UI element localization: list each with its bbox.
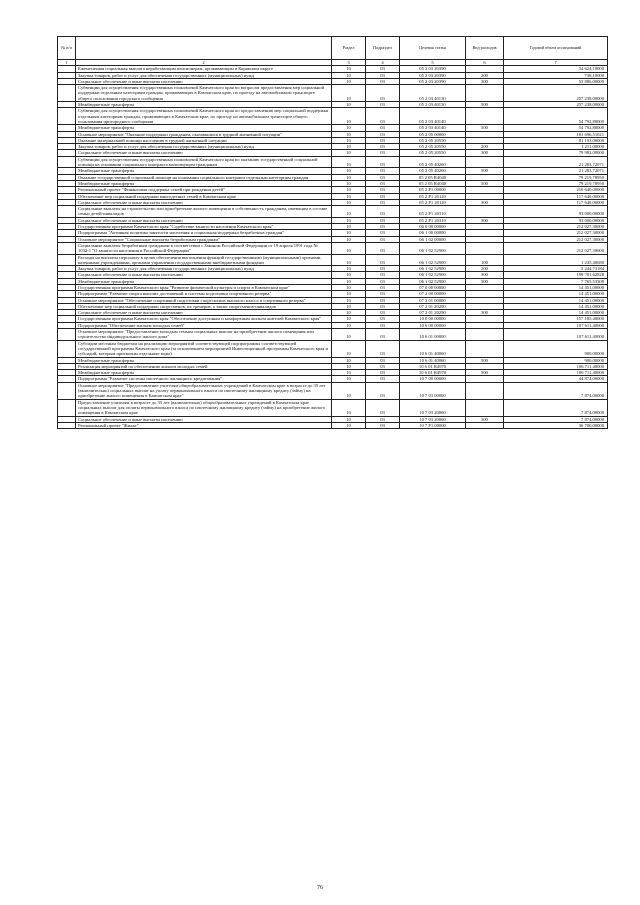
- row-number-cell: [58, 242, 76, 254]
- row-amount-cell: 53 886,00000: [504, 78, 608, 84]
- table-row: [58, 422, 608, 428]
- row-section-cell: 10: [332, 206, 366, 218]
- row-subsection-cell: 03: [366, 291, 400, 297]
- table-row: [58, 254, 608, 266]
- row-subsection-cell: 03: [366, 72, 400, 78]
- row-target-article-cell: 07 0 00 00000: [400, 284, 466, 290]
- row-amount-cell: 14 451,00000: [504, 303, 608, 309]
- col-number: 3: [332, 60, 366, 66]
- row-amount-cell: 54 792,80000: [504, 125, 608, 131]
- row-expense-type-cell: [466, 422, 504, 428]
- row-target-article-cell: 06 1 02 00000: [400, 236, 466, 242]
- row-amount-cell: 212 027,30000: [504, 224, 608, 230]
- row-number-cell: [58, 422, 76, 428]
- row-number-cell: [58, 206, 76, 218]
- row-amount-cell: 7 874,00000: [504, 416, 608, 422]
- row-subsection-cell: 03: [366, 329, 400, 341]
- row-name-cell: Социальное обеспечение и иные выплаты населению: [76, 150, 332, 156]
- row-expense-type-cell: [466, 399, 504, 416]
- row-section-cell: 10: [332, 284, 366, 290]
- row-amount-cell: 44 874,00000: [504, 376, 608, 382]
- row-subsection-cell: 03: [366, 193, 400, 199]
- row-name-cell: Государственная программа Камчатского края "Развитие физической культуры и спорта в Камчатском крае": [76, 284, 332, 290]
- row-amount-cell: 1 235,40680: [504, 254, 608, 266]
- row-number-cell: [58, 85, 76, 102]
- row-subsection-cell: 03: [366, 322, 400, 328]
- row-name-cell: Оказание государственной социальной помощи на основании социального контракта отдельным категориям граждан: [76, 174, 332, 180]
- row-target-article-cell: 05 2 05 00000: [400, 131, 466, 137]
- row-section-cell: 10: [332, 131, 366, 137]
- row-subsection-cell: 03: [366, 284, 400, 290]
- table-header-row: [58, 37, 608, 60]
- row-expense-type-cell: 100: [466, 254, 504, 266]
- row-name-cell: Подпрограмма "Развитие системы ипотечного жилищного кредитования": [76, 376, 332, 382]
- row-subsection-cell: 03: [366, 199, 400, 205]
- row-name-cell: Расходы на выплаты персоналу в целях обеспечения выполнения функций государственными (муниципальными) органами, казенными учреждениями, органами управления государственными внебюджетными фондами: [76, 254, 332, 266]
- row-target-article-cell: 05 2 03 40140: [400, 108, 466, 125]
- page-number: 76: [317, 885, 323, 891]
- row-target-article-cell: 10 7 03 00000: [400, 382, 466, 399]
- row-name-cell: Межбюджетные трансферты: [76, 125, 332, 131]
- row-section-cell: 10: [332, 156, 366, 168]
- row-number-cell: [58, 382, 76, 399]
- header-section: Раздел: [332, 37, 366, 60]
- row-name-cell: Субвенции для осуществления государственных полномочий Камчатского края по предоставлению мер социальной поддержки отдельным категориям граждан, проживающих в Камчатском крае, по проезду на автомобильном транспорте общего пользования пригородного сообщения: [76, 108, 332, 125]
- row-name-cell: Межбюджетные трансферты: [76, 168, 332, 174]
- row-target-article-cell: 07 2 01 00000: [400, 297, 466, 303]
- row-subsection-cell: 03: [366, 297, 400, 303]
- row-name-cell: Социальное обеспечение и иные выплаты населению: [76, 310, 332, 316]
- row-target-article-cell: 06 1 00 00000: [400, 230, 466, 236]
- row-section-cell: 10: [332, 399, 366, 416]
- row-amount-cell: 3 244,73184: [504, 266, 608, 272]
- row-subsection-cell: 03: [366, 168, 400, 174]
- row-amount-cell: 199 781,62828: [504, 272, 608, 278]
- row-subsection-cell: 03: [366, 187, 400, 193]
- row-name-cell: Субвенции для осуществления государственных полномочий Камчатского края по оказанию государственной социальной помощи на основании социального контракта малоимущим гражданам: [76, 156, 332, 168]
- budget-table: [57, 36, 608, 429]
- col-number: 7: [504, 60, 608, 66]
- row-target-article-cell: 06 1 02 52900: [400, 266, 466, 272]
- row-section-cell: 10: [332, 272, 366, 278]
- header-subsection: Подраздел: [366, 37, 400, 60]
- col-number: 1: [58, 60, 76, 66]
- row-target-article-cell: 05 2 P1 20120: [400, 193, 466, 199]
- row-amount-cell: 7 765,53308: [504, 278, 608, 284]
- row-amount-cell: 1 211,00000: [504, 144, 608, 150]
- row-section-cell: 10: [332, 180, 366, 186]
- row-subsection-cell: 03: [366, 85, 400, 102]
- row-number-cell: [58, 156, 76, 168]
- row-expense-type-cell: [466, 156, 504, 168]
- row-target-article-cell: 05 2 05 R4040: [400, 174, 466, 180]
- row-number-cell: [58, 329, 76, 341]
- row-section-cell: 10: [332, 370, 366, 376]
- row-amount-cell: 54 624,10000: [504, 66, 608, 72]
- row-section-cell: 10: [332, 217, 366, 223]
- row-section-cell: 10: [332, 168, 366, 174]
- row-name-cell: Подпрограмма "Обеспечение жильем молодых семей": [76, 322, 332, 328]
- row-name-cell: Социальное обеспечение и иные выплаты населению: [76, 416, 332, 422]
- row-name-cell: Межбюджетные трансферты: [76, 370, 332, 376]
- row-section-cell: 10: [332, 416, 366, 422]
- table-body: [58, 66, 608, 429]
- row-expense-type-cell: 300: [466, 416, 504, 422]
- row-amount-cell: 107 611,40000: [504, 322, 608, 328]
- row-subsection-cell: 03: [366, 78, 400, 84]
- row-amount-cell: 212 027,30000: [504, 242, 608, 254]
- row-name-cell: Субсидии местным бюджетам на реализацию мероприятий соответствующей подпрограммы соответствующей государственной программы Камчатского края (за исключением мероприятий Инвестиционной программы Камчатского края и субсидий, которым присвоены отдельные коды): [76, 340, 332, 357]
- row-target-article-cell: 05 2 P1 20120: [400, 199, 466, 205]
- row-expense-type-cell: 300: [466, 78, 504, 84]
- row-subsection-cell: 03: [366, 399, 400, 416]
- row-amount-cell: 79 982,00000: [504, 150, 608, 156]
- row-target-article-cell: 05 2 05 20550: [400, 137, 466, 143]
- row-target-article-cell: 05 2 05 R4040: [400, 180, 466, 186]
- row-expense-type-cell: 200: [466, 72, 504, 78]
- row-amount-cell: 21 283,72071: [504, 156, 608, 168]
- row-target-article-cell: 10 7 03 20060: [400, 399, 466, 416]
- row-name-cell: Реализация мероприятий по обеспечению жильем молодых семей: [76, 363, 332, 369]
- row-subsection-cell: 03: [366, 224, 400, 230]
- row-section-cell: 10: [332, 125, 366, 131]
- row-amount-cell: 257 238,00000: [504, 85, 608, 102]
- row-expense-type-cell: 500: [466, 357, 504, 363]
- row-subsection-cell: 03: [366, 174, 400, 180]
- row-subsection-cell: 03: [366, 236, 400, 242]
- row-name-cell: Закупка товаров, работ и услуг для обеспечения государственных (муниципальных) нужд: [76, 144, 332, 150]
- row-target-article-cell: 07 2 00 00000: [400, 291, 466, 297]
- header-number: № п/п: [58, 37, 76, 60]
- row-section-cell: 10: [332, 422, 366, 428]
- row-expense-type-cell: 500: [466, 102, 504, 108]
- row-section-cell: 10: [332, 108, 366, 125]
- row-target-article-cell: 10 7 03 20060: [400, 416, 466, 422]
- row-expense-type-cell: 300: [466, 150, 504, 156]
- row-name-cell: Социальное обеспечение и иные выплаты населению: [76, 217, 332, 223]
- row-name-cell: Предоставление учителям в возрасте до 35 лет (включительно) общеобразовательных учреждений в Камчатском крае социальных выплат для оплаты первоначального взноса по ипотечному жилищному кредиту (займу) на приобретение жилого помещения в Камчатском крае: [76, 399, 332, 416]
- row-subsection-cell: 03: [366, 230, 400, 236]
- row-target-article-cell: 07 2 01 20290: [400, 310, 466, 316]
- row-expense-type-cell: 300: [466, 310, 504, 316]
- row-subsection-cell: 03: [366, 382, 400, 399]
- row-target-article-cell: 05 2 03 20390: [400, 78, 466, 84]
- row-section-cell: 10: [332, 102, 366, 108]
- row-section-cell: 10: [332, 85, 366, 102]
- row-target-article-cell: 06 0 00 00000: [400, 224, 466, 230]
- row-section-cell: 10: [332, 329, 366, 341]
- row-amount-cell: 900,00000: [504, 340, 608, 357]
- row-section-cell: 10: [332, 150, 366, 156]
- row-amount-cell: 7 874,00000: [504, 399, 608, 416]
- row-expense-type-cell: 300: [466, 199, 504, 205]
- col-number: 5: [400, 60, 466, 66]
- row-target-article-cell: 05 2 03 40140: [400, 125, 466, 131]
- row-number-cell: [58, 254, 76, 266]
- row-section-cell: 10: [332, 72, 366, 78]
- row-subsection-cell: 03: [366, 254, 400, 266]
- row-subsection-cell: 03: [366, 144, 400, 150]
- row-name-cell: Основное мероприятие "Предоставление учителям общеобразовательных учреждений в Камчатском крае в возрасте до 35 лет (включительно) социальных выплат на уплату первоначального взноса по ипотечному жилищному кредиту (займу) на приобретение жилого помещения в Камчатском крае": [76, 382, 332, 399]
- row-subsection-cell: 03: [366, 340, 400, 357]
- row-subsection-cell: 03: [366, 206, 400, 218]
- row-amount-cell: 117 640,00000: [504, 193, 608, 199]
- row-target-article-cell: 05 2 03 40130: [400, 85, 466, 102]
- row-subsection-cell: 03: [366, 370, 400, 376]
- row-target-article-cell: 05 2 03 20390: [400, 66, 466, 72]
- row-expense-type-cell: [466, 329, 504, 341]
- row-expense-type-cell: 500: [466, 180, 504, 186]
- row-target-article-cell: 10 6 01 R4970: [400, 363, 466, 369]
- row-amount-cell: 14 451,00000: [504, 310, 608, 316]
- row-subsection-cell: 03: [366, 266, 400, 272]
- row-subsection-cell: 03: [366, 278, 400, 284]
- table-row: [58, 108, 608, 125]
- row-target-article-cell: 05 2 05 40260: [400, 168, 466, 174]
- header-annual-amount: Годовой объем ассигнований: [504, 37, 608, 60]
- row-name-cell: Межбюджетные трансферты: [76, 357, 332, 363]
- row-name-cell: Обеспечение мер социальной поддержки спортсменов, их тренеров, а также спортсменов-инвалидов: [76, 303, 332, 309]
- row-section-cell: 10: [332, 310, 366, 316]
- row-amount-cell: 79 219,78950: [504, 180, 608, 186]
- row-name-cell: Основное мероприятие "Оказание поддержки гражданам, оказавшимся в трудной жизненной ситуации": [76, 131, 332, 137]
- row-section-cell: 10: [332, 266, 366, 272]
- row-target-article-cell: 05 2 03 20390: [400, 72, 466, 78]
- row-target-article-cell: 06 1 02 52900: [400, 278, 466, 284]
- row-amount-cell: 93 000,00000: [504, 206, 608, 218]
- row-section-cell: 10: [332, 357, 366, 363]
- row-expense-type-cell: [466, 382, 504, 399]
- row-expense-type-cell: 500: [466, 278, 504, 284]
- row-name-cell: Государственная программа Камчатского края "Содействие занятости населения Камчатского края": [76, 224, 332, 230]
- row-amount-cell: 181 696,51021: [504, 131, 608, 137]
- row-name-cell: Подпрограмма "Развитие спорта высших достижений и системы подготовки спортивного резерва": [76, 291, 332, 297]
- row-name-cell: Закупка товаров, работ и услуг для обеспечения государственных (муниципальных) нужд: [76, 72, 332, 78]
- row-name-cell: Региональный проект "Финансовая поддержка семей при рождении детей": [76, 187, 332, 193]
- row-amount-cell: 257 238,00000: [504, 102, 608, 108]
- row-subsection-cell: 03: [366, 272, 400, 278]
- row-subsection-cell: 03: [366, 102, 400, 108]
- row-amount-cell: 54 792,80000: [504, 108, 608, 125]
- row-amount-cell: 900,00000: [504, 357, 608, 363]
- table-row: [58, 242, 608, 254]
- row-section-cell: 10: [332, 174, 366, 180]
- row-number-cell: [58, 108, 76, 125]
- row-name-cell: Социальное обеспечение и иные выплаты населению: [76, 78, 332, 84]
- row-section-cell: 10: [332, 193, 366, 199]
- row-name-cell: Оказание материальной помощи населению в трудной жизненной ситуации: [76, 137, 332, 143]
- row-amount-cell: 738,10000: [504, 72, 608, 78]
- row-name-cell: Ежемесячная социальная выплата неработающим пенсионерам, проживающим в Корякском округе: [76, 66, 332, 72]
- row-amount-cell: 81 193,00000: [504, 137, 608, 143]
- row-amount-cell: 212 027,30000: [504, 230, 608, 236]
- row-target-article-cell: 05 2 05 20550: [400, 150, 466, 156]
- row-target-article-cell: 07 2 01 20290: [400, 303, 466, 309]
- row-name-cell: Региональный проект "Жилье": [76, 422, 332, 428]
- table-row: [58, 85, 608, 102]
- row-name-cell: Социальные выплаты на строительство или приобретение жилого помещения в собственность гражданам, имеющим в составе семьи детей-инвалидов: [76, 206, 332, 218]
- row-subsection-cell: 03: [366, 108, 400, 125]
- row-name-cell: Закупка товаров, работ и услуг для обеспечения государственных (муниципальных) нужд: [76, 266, 332, 272]
- row-expense-type-cell: [466, 242, 504, 254]
- row-target-article-cell: 05 2 P1 00000: [400, 187, 466, 193]
- row-subsection-cell: 03: [366, 125, 400, 131]
- row-target-article-cell: 05 2 05 40260: [400, 156, 466, 168]
- row-amount-cell: 14 451,00000: [504, 284, 608, 290]
- row-subsection-cell: 03: [366, 137, 400, 143]
- row-expense-type-cell: 500: [466, 168, 504, 174]
- table-row: [58, 399, 608, 416]
- row-expense-type-cell: [466, 206, 504, 218]
- row-name-cell: Межбюджетные трансферты: [76, 180, 332, 186]
- row-amount-cell: 14 451,00000: [504, 297, 608, 303]
- row-subsection-cell: 03: [366, 303, 400, 309]
- row-amount-cell: 21 283,72071: [504, 168, 608, 174]
- row-target-article-cell: 05 2 P1 20310: [400, 206, 466, 218]
- row-expense-type-cell: 500: [466, 370, 504, 376]
- row-section-cell: 10: [332, 144, 366, 150]
- row-expense-type-cell: 200: [466, 144, 504, 150]
- row-name-cell: Социальное обеспечение и иные выплаты населению: [76, 272, 332, 278]
- row-amount-cell: 106 711,40000: [504, 370, 608, 376]
- table-row: [58, 329, 608, 341]
- row-target-article-cell: 10 6 01 40060: [400, 357, 466, 363]
- row-subsection-cell: 03: [366, 316, 400, 322]
- row-subsection-cell: 03: [366, 363, 400, 369]
- row-name-cell: Основное мероприятие "Социальные выплаты безработным гражданам": [76, 236, 332, 242]
- row-section-cell: 10: [332, 254, 366, 266]
- row-section-cell: 10: [332, 340, 366, 357]
- row-target-article-cell: 10 7 00 00000: [400, 376, 466, 382]
- row-name-cell: Межбюджетные трансферты: [76, 102, 332, 108]
- row-name-cell: Основное мероприятие "Предоставление молодым семьям социальных выплат на приобретение жилого помещения или строительство индивидуального жилого дома": [76, 329, 332, 341]
- row-section-cell: 10: [332, 187, 366, 193]
- header-name: [76, 37, 332, 60]
- row-subsection-cell: 03: [366, 66, 400, 72]
- row-amount-cell: 93 000,00000: [504, 217, 608, 223]
- row-section-cell: 10: [332, 376, 366, 382]
- row-target-article-cell: 10 6 00 00000: [400, 322, 466, 328]
- table-row: [58, 340, 608, 357]
- row-amount-cell: 7 874,00000: [504, 382, 608, 399]
- row-subsection-cell: 03: [366, 150, 400, 156]
- row-subsection-cell: 03: [366, 310, 400, 316]
- row-number-cell: [58, 399, 76, 416]
- row-section-cell: 10: [332, 316, 366, 322]
- row-target-article-cell: 10 6 01 00000: [400, 329, 466, 341]
- row-section-cell: 10: [332, 236, 366, 242]
- col-number: 2: [76, 60, 332, 66]
- row-section-cell: 10: [332, 66, 366, 72]
- header-target-article: Целевая статья: [400, 37, 466, 60]
- row-expense-type-cell: 200: [466, 266, 504, 272]
- row-section-cell: 10: [332, 137, 366, 143]
- row-subsection-cell: 03: [366, 376, 400, 382]
- row-number-cell: [58, 340, 76, 357]
- row-amount-cell: 36 700,00000: [504, 422, 608, 428]
- row-target-article-cell: 05 2 05 20550: [400, 144, 466, 150]
- row-name-cell: Основное мероприятие "Обеспечение спортивной подготовки спортсменов высокого класса и спортивного резерва": [76, 297, 332, 303]
- row-section-cell: 10: [332, 322, 366, 328]
- row-subsection-cell: 03: [366, 156, 400, 168]
- row-subsection-cell: 03: [366, 357, 400, 363]
- row-section-cell: 10: [332, 224, 366, 230]
- row-amount-cell: 79 219,78950: [504, 174, 608, 180]
- row-target-article-cell: 06 1 02 52900: [400, 242, 466, 254]
- row-target-article-cell: 10 6 01 R4970: [400, 370, 466, 376]
- row-amount-cell: 106 711,40000: [504, 363, 608, 369]
- row-name-cell: Обеспечение мер социальной поддержки многодетных семей в Камчатском крае: [76, 193, 332, 199]
- row-amount-cell: 157 185,40000: [504, 316, 608, 322]
- col-number: 6: [466, 60, 504, 66]
- table-row: [58, 382, 608, 399]
- row-expense-type-cell: [466, 108, 504, 125]
- row-amount-cell: 117 640,00000: [504, 199, 608, 205]
- row-subsection-cell: 03: [366, 242, 400, 254]
- row-section-cell: 10: [332, 382, 366, 399]
- row-section-cell: 10: [332, 230, 366, 236]
- row-target-article-cell: 05 2 P1 20310: [400, 217, 466, 223]
- row-subsection-cell: 03: [366, 180, 400, 186]
- row-section-cell: 10: [332, 242, 366, 254]
- row-target-article-cell: 10 7 F1 00000: [400, 422, 466, 428]
- table-row: [58, 206, 608, 218]
- row-expense-type-cell: 500: [466, 125, 504, 131]
- row-target-article-cell: 10 0 00 00000: [400, 316, 466, 322]
- row-amount-cell: 210 640,00000: [504, 187, 608, 193]
- row-section-cell: 10: [332, 291, 366, 297]
- row-target-article-cell: 06 1 02 52900: [400, 272, 466, 278]
- row-subsection-cell: 03: [366, 217, 400, 223]
- col-number: 4: [366, 60, 400, 66]
- row-section-cell: 10: [332, 363, 366, 369]
- row-name-cell: Субвенции для осуществления государственных полномочий Камчатского края по вопросам предоставления мер социальной поддержки отдельным категориям граждан, проживающих в Камчатском крае, по проезду на автомобильном транспорте общего пользования городского сообщения: [76, 85, 332, 102]
- row-name-cell: Государственная программа Камчатского края "Обеспечение доступным и комфортным жильем жителей Камчатского края": [76, 316, 332, 322]
- row-section-cell: 10: [332, 199, 366, 205]
- row-target-article-cell: 05 2 03 40130: [400, 102, 466, 108]
- row-name-cell: Социальные выплаты безработным гражданам в соответствии с Законом Российской Федерации от 19 апреля 1991 года № 1032-1 "О занятости населения в Российской Федерации": [76, 242, 332, 254]
- row-section-cell: 10: [332, 78, 366, 84]
- row-section-cell: 10: [332, 278, 366, 284]
- row-amount-cell: 212 027,30000: [504, 236, 608, 242]
- row-name-cell: Социальное обеспечение и иные выплаты населению: [76, 199, 332, 205]
- row-expense-type-cell: [466, 340, 504, 357]
- row-section-cell: 10: [332, 303, 366, 309]
- row-name-cell: Подпрограмма "Активная политика занятости населения и социальная поддержка безработных граждан": [76, 230, 332, 236]
- row-expense-type-cell: 300: [466, 272, 504, 278]
- table-row: [58, 156, 608, 168]
- row-target-article-cell: 06 1 02 52900: [400, 254, 466, 266]
- row-subsection-cell: 03: [366, 416, 400, 422]
- row-expense-type-cell: 300: [466, 217, 504, 223]
- header-expense-type: Вид расходов: [466, 37, 504, 60]
- row-amount-cell: 14 451,00000: [504, 291, 608, 297]
- row-amount-cell: 107 611,40000: [504, 329, 608, 341]
- row-subsection-cell: 03: [366, 422, 400, 428]
- row-expense-type-cell: [466, 85, 504, 102]
- budget-table-sheet: [57, 36, 607, 429]
- row-section-cell: 10: [332, 297, 366, 303]
- row-name-cell: Межбюджетные трансферты: [76, 278, 332, 284]
- row-target-article-cell: 10 6 01 40060: [400, 340, 466, 357]
- row-subsection-cell: 03: [366, 131, 400, 137]
